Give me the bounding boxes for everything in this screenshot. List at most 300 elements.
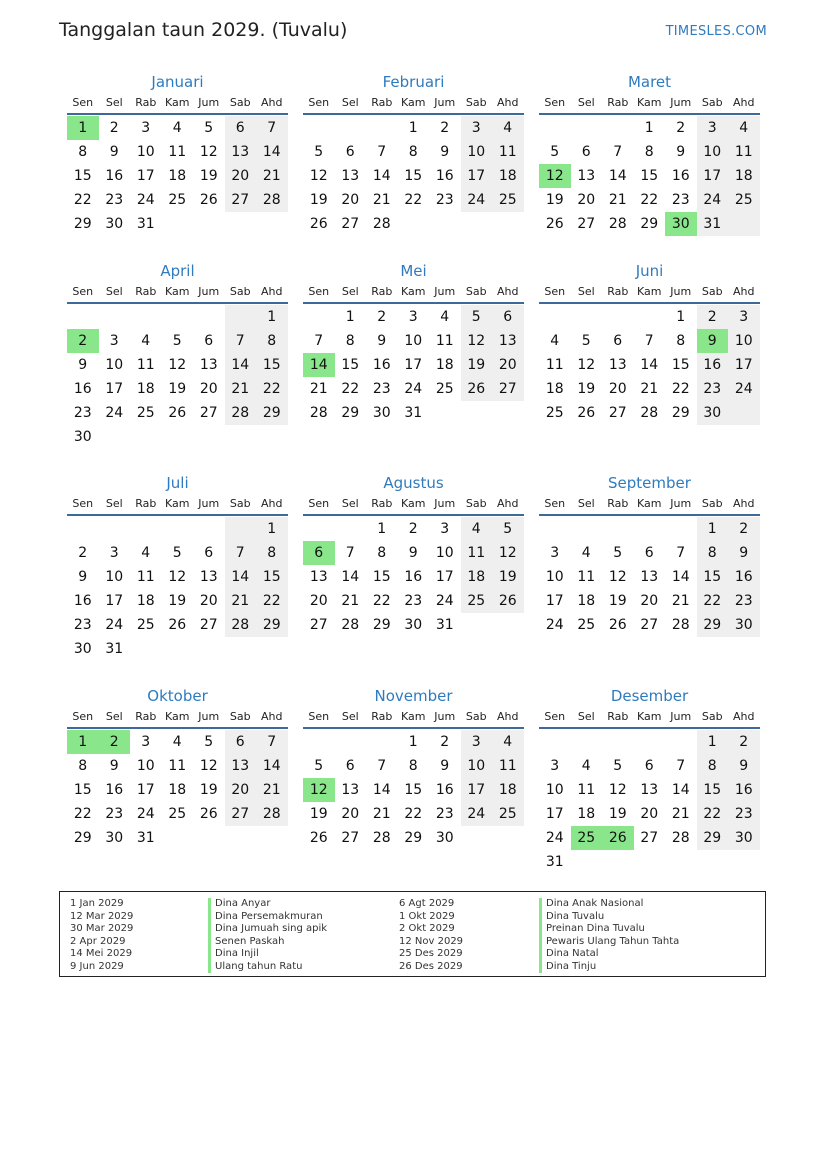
day-cell: 9 [440, 144, 450, 160]
day-cell: 11 [492, 140, 524, 164]
weekday-label: Sel [341, 285, 359, 298]
day-cell: 11 [577, 782, 596, 798]
day-cell: 1 [697, 730, 729, 754]
day-cell: 5 [172, 545, 182, 561]
holiday-name: Dina Tinju [539, 961, 679, 974]
day-cell: 1 [256, 517, 288, 541]
empty-cell [225, 637, 257, 661]
month-juli [67, 473, 288, 661]
empty-cell [461, 212, 493, 236]
weekday-header [303, 494, 524, 516]
day-cell: 28 [671, 830, 690, 846]
day-cell: 29 [256, 613, 288, 637]
day-cell: 6 [225, 730, 257, 754]
day-cell: 19 [199, 782, 218, 798]
holiday-dates-left [70, 898, 133, 973]
empty-cell [571, 850, 603, 874]
holiday-date: 2 Apr 2029 [70, 935, 126, 947]
day-cell: 6 [225, 116, 257, 140]
day-cell: 19 [492, 565, 524, 589]
month-november [303, 686, 524, 850]
day-cell: 17 [545, 806, 564, 822]
empty-cell [193, 425, 225, 449]
day-cell: 28 [640, 405, 659, 421]
day-cell: 9 [728, 754, 760, 778]
day-cell: 14 [608, 168, 627, 184]
weekday-label: Kam [637, 497, 662, 510]
weekday-header [67, 93, 288, 115]
day-cell: 7 [225, 541, 257, 565]
day-cell: 23 [435, 192, 454, 208]
weekday-label: Jum [670, 96, 692, 109]
weekday-label: Sen [544, 285, 566, 298]
day-cell: 5 [314, 144, 324, 160]
day-cell: 15 [697, 778, 729, 802]
weekday-label: Rab [371, 497, 393, 510]
empty-cell [634, 517, 666, 541]
day-cell: 19 [461, 353, 493, 377]
day-cell: 9 [109, 144, 119, 160]
day-cell: 5 [314, 758, 324, 774]
day-cell: 27 [640, 830, 659, 846]
weekday-label: Ahd [261, 285, 283, 298]
day-cell: 22 [404, 192, 423, 208]
weekday-header [539, 282, 760, 304]
weekday-label: Jum [670, 497, 692, 510]
empty-cell [67, 517, 99, 541]
day-cell: 15 [256, 353, 288, 377]
day-cell: 10 [461, 754, 493, 778]
day-cell: 13 [225, 140, 257, 164]
empty-cell [492, 826, 524, 850]
brand-link[interactable]: TIMESLES.COM [665, 24, 767, 39]
day-cell: 17 [105, 381, 124, 397]
day-cell: 29 [372, 617, 391, 633]
weekday-label: Sen [544, 497, 566, 510]
day-cell: 12 [168, 357, 187, 373]
empty-cell [335, 517, 367, 541]
day-cell: 23 [671, 192, 690, 208]
weekday-label: Sel [105, 710, 123, 723]
day-cell: 2 [697, 305, 729, 329]
day-cell: 7 [377, 144, 387, 160]
holiday-names-right [539, 898, 679, 973]
weekday-label: Rab [607, 285, 629, 298]
day-cell: 15 [73, 782, 92, 798]
day-cell: 19 [608, 593, 627, 609]
day-cell: 14 [256, 140, 288, 164]
day-cell: 6 [581, 144, 591, 160]
empty-cell [256, 425, 288, 449]
day-cell: 16 [105, 168, 124, 184]
empty-cell [728, 850, 760, 874]
weekday-header [539, 494, 760, 516]
day-cell: 7 [314, 333, 324, 349]
day-cell: 14 [303, 353, 335, 377]
day-cell: 18 [577, 806, 596, 822]
day-cell: 8 [676, 333, 686, 349]
empty-cell [634, 305, 666, 329]
empty-cell [99, 425, 131, 449]
day-cell: 23 [73, 617, 92, 633]
day-cell: 2 [67, 329, 99, 353]
empty-cell [130, 305, 162, 329]
day-cell: 22 [256, 589, 288, 613]
holiday-date: 12 Nov 2029 [399, 935, 464, 947]
day-grid [303, 730, 524, 850]
day-cell: 28 [372, 216, 391, 232]
weekday-label: Kam [165, 285, 190, 298]
weekday-label: Sab [465, 285, 487, 298]
day-cell: 9 [408, 545, 418, 561]
day-cell: 24 [728, 377, 760, 401]
day-cell: 11 [728, 140, 760, 164]
day-cell: 24 [105, 405, 124, 421]
weekday-header [539, 707, 760, 729]
month-name: Juli [166, 474, 189, 492]
day-cell: 9 [78, 357, 88, 373]
month-name: November [374, 687, 453, 705]
day-cell: 7 [676, 758, 686, 774]
day-cell: 20 [640, 593, 659, 609]
weekday-label: Ahd [497, 285, 519, 298]
day-cell: 3 [461, 730, 493, 754]
empty-cell [539, 116, 571, 140]
day-cell: 26 [577, 405, 596, 421]
day-cell: 31 [105, 641, 124, 657]
day-cell: 8 [78, 758, 88, 774]
day-cell: 22 [341, 381, 360, 397]
weekday-header [67, 494, 288, 516]
month-name: Desember [610, 687, 689, 705]
day-cell: 10 [728, 329, 760, 353]
weekday-label: Sen [544, 710, 566, 723]
holiday-name: Dina Tuvalu [539, 911, 679, 924]
weekday-label: Ahd [261, 497, 283, 510]
day-cell: 6 [345, 758, 355, 774]
weekday-label: Sen [72, 285, 94, 298]
day-cell: 12 [199, 758, 218, 774]
day-cell: 12 [492, 541, 524, 565]
empty-cell [571, 305, 603, 329]
empty-cell [130, 637, 162, 661]
day-cell: 24 [404, 381, 423, 397]
day-cell: 15 [671, 357, 690, 373]
day-cell: 1 [377, 521, 387, 537]
day-cell: 8 [697, 754, 729, 778]
weekday-label: Kam [637, 96, 662, 109]
empty-cell [602, 730, 634, 754]
day-cell: 22 [372, 593, 391, 609]
day-cell: 9 [676, 144, 686, 160]
day-cell: 24 [545, 617, 564, 633]
day-cell: 17 [461, 164, 493, 188]
day-cell: 27 [492, 377, 524, 401]
day-cell: 3 [109, 333, 119, 349]
weekday-label: Rab [607, 710, 629, 723]
day-cell: 25 [492, 802, 524, 826]
day-cell: 20 [640, 806, 659, 822]
day-cell: 12 [461, 329, 493, 353]
empty-cell [539, 730, 571, 754]
weekday-label: Sel [577, 285, 595, 298]
day-cell: 26 [608, 617, 627, 633]
day-cell: 27 [608, 405, 627, 421]
month-desember [539, 686, 760, 874]
day-cell: 8 [644, 144, 654, 160]
empty-cell [634, 850, 666, 874]
day-cell: 19 [168, 593, 187, 609]
weekday-label: Kam [401, 285, 426, 298]
day-cell: 17 [136, 168, 155, 184]
day-cell: 23 [697, 377, 729, 401]
day-cell: 10 [105, 569, 124, 585]
day-cell: 31 [545, 854, 564, 870]
weekday-label: Sel [105, 285, 123, 298]
day-cell: 21 [671, 593, 690, 609]
day-cell: 13 [199, 569, 218, 585]
day-cell: 27 [640, 617, 659, 633]
empty-cell [539, 517, 571, 541]
day-cell: 27 [341, 216, 360, 232]
day-cell: 27 [225, 188, 257, 212]
day-cell: 28 [309, 405, 328, 421]
weekday-label: Ahd [261, 96, 283, 109]
weekday-header [67, 282, 288, 304]
weekday-label: Sen [544, 96, 566, 109]
day-cell: 4 [461, 517, 493, 541]
day-cell: 11 [136, 357, 155, 373]
empty-cell [193, 637, 225, 661]
empty-cell [665, 517, 697, 541]
day-cell: 1 [408, 120, 418, 136]
day-cell: 18 [136, 381, 155, 397]
weekday-header [303, 93, 524, 115]
weekday-header [303, 707, 524, 729]
empty-cell [461, 401, 493, 425]
day-grid [539, 305, 760, 425]
day-cell: 28 [256, 188, 288, 212]
day-cell: 26 [168, 617, 187, 633]
day-cell: 15 [404, 168, 423, 184]
weekday-label: Kam [401, 710, 426, 723]
day-cell: 1 [676, 309, 686, 325]
weekday-label: Sen [72, 497, 94, 510]
day-cell: 2 [728, 517, 760, 541]
day-cell: 2 [408, 521, 418, 537]
day-cell: 2 [676, 120, 686, 136]
day-cell: 1 [345, 309, 355, 325]
empty-cell [492, 212, 524, 236]
empty-cell [303, 305, 335, 329]
day-cell: 13 [608, 357, 627, 373]
day-cell: 6 [345, 144, 355, 160]
day-cell: 25 [136, 405, 155, 421]
empty-cell [429, 401, 461, 425]
empty-cell [225, 826, 257, 850]
day-cell: 26 [461, 377, 493, 401]
day-cell: 1 [67, 730, 99, 754]
holiday-name: Dina Persemakmuran [208, 911, 327, 924]
day-cell: 4 [728, 116, 760, 140]
day-cell: 21 [608, 192, 627, 208]
day-cell: 16 [671, 168, 690, 184]
day-cell: 22 [73, 192, 92, 208]
weekday-label: Rab [607, 497, 629, 510]
day-cell: 3 [141, 120, 151, 136]
holiday-date: 1 Okt 2029 [399, 910, 455, 922]
weekday-label: Sel [577, 710, 595, 723]
day-cell: 25 [728, 188, 760, 212]
day-cell: 22 [404, 806, 423, 822]
day-cell: 20 [608, 381, 627, 397]
day-cell: 12 [199, 144, 218, 160]
day-cell: 19 [545, 192, 564, 208]
day-cell: 22 [73, 806, 92, 822]
day-cell: 9 [377, 333, 387, 349]
holiday-date: 25 Des 2029 [399, 948, 463, 959]
day-cell: 11 [492, 754, 524, 778]
weekday-label: Sab [701, 285, 723, 298]
month-name: Mei [400, 262, 427, 280]
weekday-label: Sen [308, 96, 330, 109]
day-cell: 6 [303, 541, 335, 565]
day-cell: 17 [435, 569, 454, 585]
day-cell: 15 [73, 168, 92, 184]
day-cell: 3 [141, 734, 151, 750]
day-cell: 29 [73, 830, 92, 846]
day-cell: 18 [168, 168, 187, 184]
day-grid [67, 517, 288, 661]
weekday-label: Sel [341, 497, 359, 510]
month-januari [67, 72, 288, 236]
empty-cell [602, 305, 634, 329]
day-cell: 21 [341, 593, 360, 609]
day-cell: 12 [608, 782, 627, 798]
day-cell: 14 [671, 782, 690, 798]
day-cell: 13 [341, 782, 360, 798]
empty-cell [99, 305, 131, 329]
day-cell: 29 [404, 830, 423, 846]
day-cell: 12 [309, 168, 328, 184]
day-cell: 24 [136, 192, 155, 208]
empty-cell [130, 517, 162, 541]
day-cell: 4 [581, 545, 591, 561]
day-cell: 17 [105, 593, 124, 609]
day-cell: 2 [78, 545, 88, 561]
weekday-label: Sab [465, 96, 487, 109]
empty-cell [728, 212, 760, 236]
weekday-label: Rab [371, 96, 393, 109]
day-cell: 3 [440, 521, 450, 537]
weekday-label: Jum [198, 285, 220, 298]
holiday-dates-right [399, 898, 463, 973]
weekday-label: Rab [135, 96, 157, 109]
day-cell: 24 [435, 593, 454, 609]
day-cell: 26 [168, 405, 187, 421]
day-cell: 5 [581, 333, 591, 349]
day-cell: 19 [168, 381, 187, 397]
day-cell: 21 [309, 381, 328, 397]
empty-cell [697, 850, 729, 874]
empty-cell [461, 613, 493, 637]
day-cell: 4 [141, 545, 151, 561]
day-cell: 4 [492, 116, 524, 140]
holiday-name: Dina Anyar [208, 898, 327, 911]
day-cell: 4 [581, 758, 591, 774]
day-cell: 26 [602, 826, 634, 850]
day-cell: 20 [309, 593, 328, 609]
day-cell: 6 [204, 333, 214, 349]
day-cell: 14 [671, 569, 690, 585]
day-cell: 11 [136, 569, 155, 585]
day-cell: 14 [225, 565, 257, 589]
day-cell: 30 [697, 401, 729, 425]
day-cell: 16 [105, 782, 124, 798]
day-cell: 12 [608, 569, 627, 585]
day-cell: 14 [640, 357, 659, 373]
weekday-label: Rab [135, 710, 157, 723]
empty-cell [193, 305, 225, 329]
day-cell: 11 [545, 357, 564, 373]
day-cell: 7 [644, 333, 654, 349]
empty-cell [162, 212, 194, 236]
weekday-label: Sab [229, 285, 251, 298]
day-cell: 7 [676, 545, 686, 561]
day-cell: 6 [644, 758, 654, 774]
day-cell: 13 [341, 168, 360, 184]
weekday-label: Sel [341, 710, 359, 723]
page-title: Tanggalan taun 2029. (Tuvalu) [59, 19, 348, 41]
day-cell: 27 [309, 617, 328, 633]
weekday-label: Sab [701, 497, 723, 510]
day-cell: 15 [697, 565, 729, 589]
day-cell: 18 [728, 164, 760, 188]
day-cell: 12 [577, 357, 596, 373]
day-cell: 24 [461, 188, 493, 212]
day-cell: 19 [608, 806, 627, 822]
day-cell: 1 [644, 120, 654, 136]
day-cell: 18 [136, 593, 155, 609]
day-cell: 7 [256, 730, 288, 754]
day-cell: 8 [256, 329, 288, 353]
day-cell: 2 [109, 120, 119, 136]
day-cell: 23 [105, 806, 124, 822]
day-cell: 24 [136, 806, 155, 822]
weekday-label: Jum [670, 285, 692, 298]
empty-cell [571, 730, 603, 754]
holiday-date: 30 Mar 2029 [70, 923, 134, 934]
day-cell: 17 [728, 353, 760, 377]
day-cell: 17 [461, 778, 493, 802]
day-cell: 12 [168, 569, 187, 585]
month-mei [303, 261, 524, 425]
weekday-label: Kam [165, 710, 190, 723]
day-cell: 26 [492, 589, 524, 613]
empty-cell [303, 517, 335, 541]
empty-cell [461, 826, 493, 850]
day-cell: 31 [404, 405, 423, 421]
day-cell: 31 [435, 617, 454, 633]
empty-cell [130, 425, 162, 449]
day-cell: 16 [728, 778, 760, 802]
empty-cell [162, 637, 194, 661]
day-cell: 16 [372, 357, 391, 373]
empty-cell [728, 401, 760, 425]
day-cell: 16 [73, 593, 92, 609]
day-cell: 29 [256, 401, 288, 425]
day-cell: 19 [199, 168, 218, 184]
